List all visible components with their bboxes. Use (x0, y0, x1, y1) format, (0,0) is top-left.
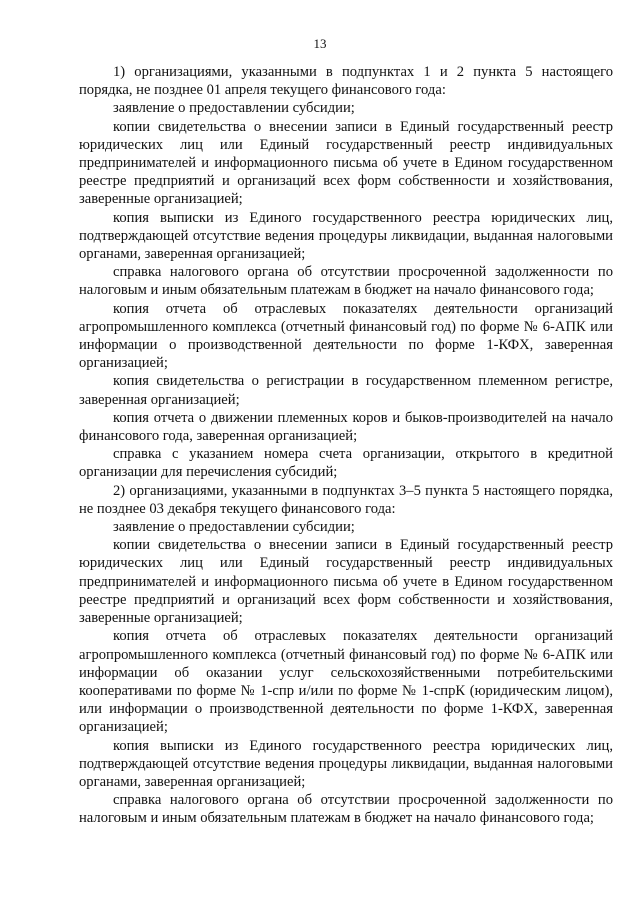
paragraph-application-2: заявление о предоставлении субсидии; (113, 519, 355, 536)
page-number: 13 (313, 36, 327, 51)
paragraph-tax-certificate-2: справка налогового органа об отсутствии просроченной задолженности по налоговым и иным обязательным платежам в бюджет на начало финансового года; (79, 792, 613, 827)
document-body (79, 63, 613, 828)
paragraph-item-2: 2) организациями, указанными в подпунктах 3–5 пункта 5 настоящего порядка, не позднее 03 декабря текущего финансового года: (79, 482, 613, 517)
paragraph-registry-extract: копия выписки из Единого государственного реестра юридических лиц, подтверждающей отсутствие ведения процедуры ликвидации, выданная налоговыми органами, заверенная организацией; (79, 209, 613, 263)
paragraph-industry-report-2: копия отчета об отраслевых показателях деятельности организаций агропромышленного комплекса (отчетный финансовый год) по форме № 6-АПК или информации об оказании услуг сельскохозяйственными потребительскими кооперативами по форме № 1-спр и/или по форме № 1-спрК (юридическим лицом), или информации о производственной деятельности по форме 1-КФХ, заверенная организацией; (79, 628, 613, 736)
paragraph-registry-extract-2: копия выписки из Единого государственного реестра юридических лиц, подтверждающей отсутствие ведения процедуры ликвидации, выданная налоговыми органами, заверенная организацией; (79, 737, 613, 790)
paragraph-registration-copies-2: копии свидетельства о внесении записи в Единый государственный реестр юридических лиц или Единый государственный реестр индивидуальных предпринимателей и информационного письма об учете в Едином государственном реестре предприятий и организаций всех форм собственности и хозяйствования, заверенные организацией; (79, 537, 613, 627)
paragraph-industry-report: копия отчета об отраслевых показателях деятельности организаций агропромышленного комплекса (отчетный финансовый год) по форме № 6-АПК или информации о производственной деятельности по форме 1-КФХ, заверенная организацией; (79, 300, 613, 372)
paragraph-bank-account: справка с указанием номера счета организации, открытого в кредитной организации для перечисления субсидий; (79, 446, 613, 481)
paragraph-registration-copies: копии свидетельства о внесении записи в Единый государственный реестр юридических лиц или Единый государственный реестр индивидуальных предпринимателей и информационного письма об учете в Едином государственном реестре предприятий и организаций всех форм собственности и хозяйствования, заверенные организацией; (79, 118, 613, 208)
paragraph-breeding-register: копия свидетельства о регистрации в государственном племенном регистре, заверенная организацией; (79, 373, 613, 408)
paragraph-livestock-report: копия отчета о движении племенных коров и быков-производителей на начало финансового года, заверенная организацией; (79, 409, 613, 445)
paragraph-application: заявление о предоставлении субсидии; (113, 100, 355, 117)
paragraph-item-1: 1) организациями, указанными в подпунктах 1 и 2 пункта 5 настоящего порядка, не позднее 01 апреля текущего финансового года: (79, 64, 613, 99)
paragraph-tax-certificate: справка налогового органа об отсутствии просроченной задолженности по налоговым и иным обязательным платежам в бюджет на начало финансового года; (79, 264, 613, 299)
